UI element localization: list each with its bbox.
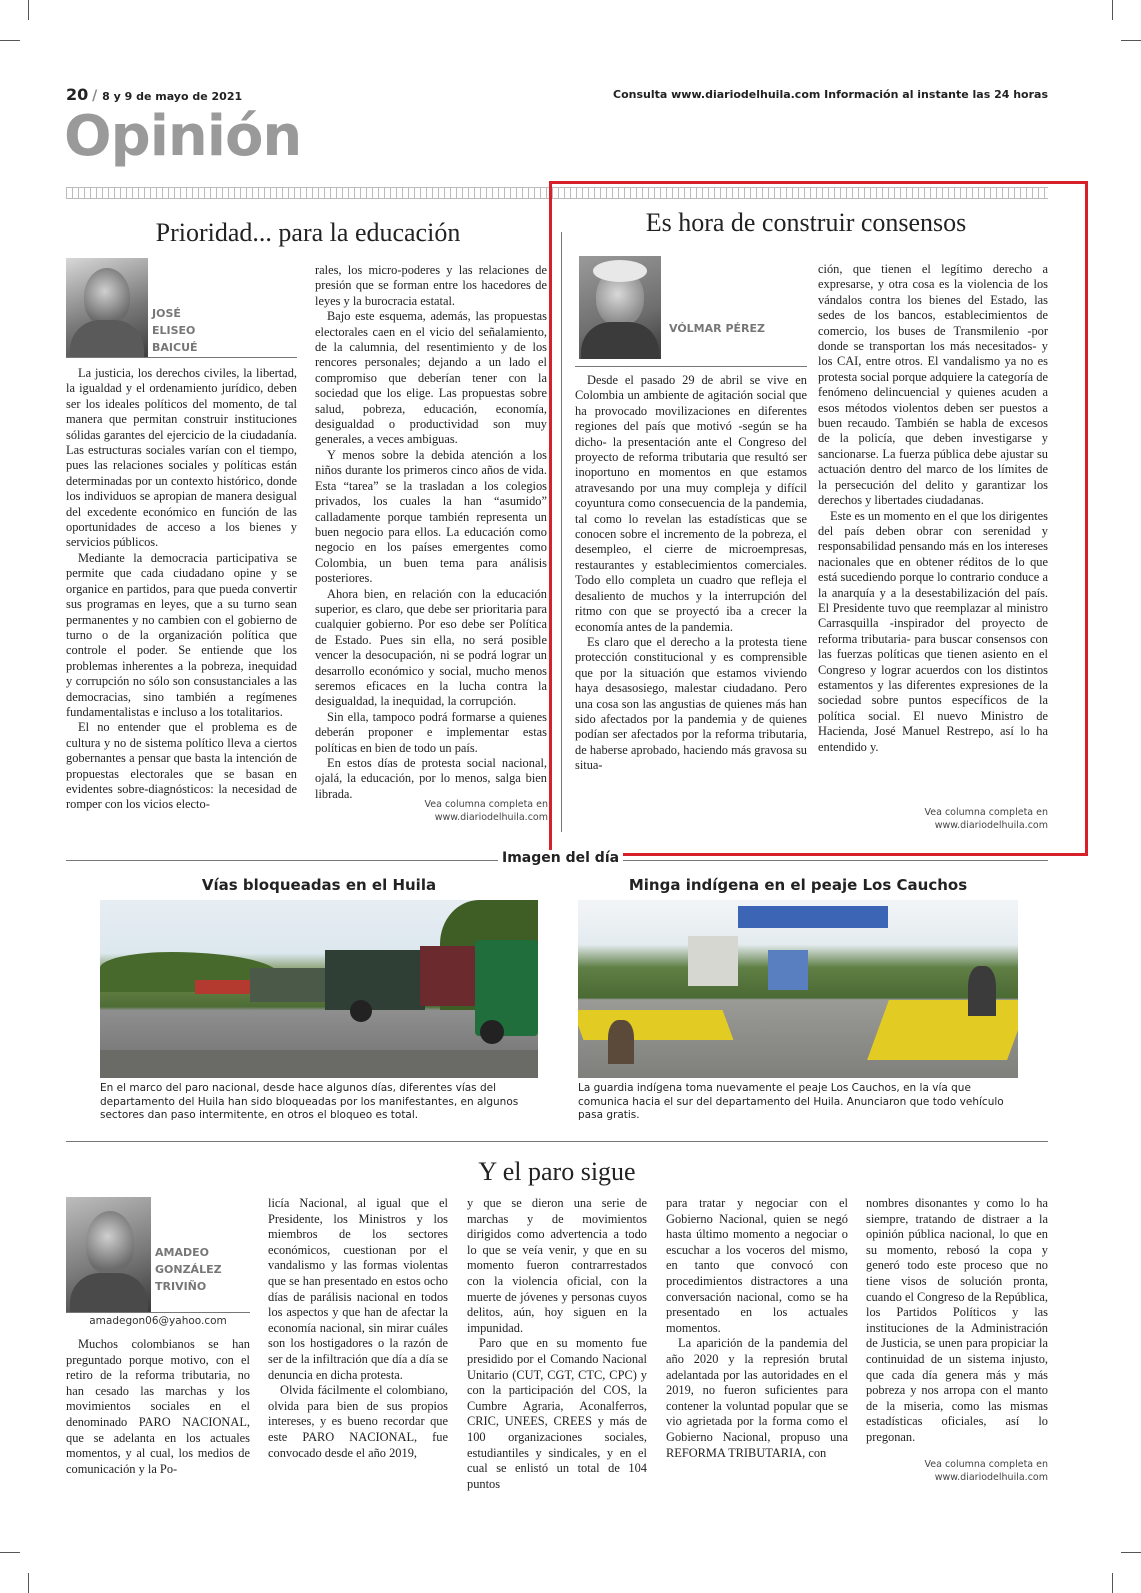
article-headline: Prioridad... para la educación [155,218,461,247]
photo-title: Minga indígena en el peaje Los Cauchos [628,876,968,894]
crop-mark [0,40,20,41]
crop-mark [1112,1573,1113,1593]
article-column: para tratar y negociar con el Gobierno Nacional, quien se negó hasta último momento a negociar o escuchar a los voceros del mismo, en tanto que convocó con procedimientos distractores a una conversación nacional, como se ha presentado en los actuales momentos. La aparición de la pandemia del año 2020 y la represión brutal adelantada por las autoridades en el 2019, no fueron suficientes para contener la voluntad popular que se vio agrietada por la forma como el Gobierno Nacional, propuso una REFORMA TRIBUTARIA, con [666,1196,848,1460]
crop-mark [1121,1552,1141,1553]
author-rule [66,357,297,358]
author-name: AMADEO GONZÁLEZ TRIVIÑO [155,1246,222,1293]
site-link[interactable]: www.diariodelhuila.com [934,820,1048,831]
crop-mark [28,1573,29,1593]
crop-mark [1121,40,1141,41]
article-headline: Es hora de construir consensos [645,208,967,237]
see-full-column: Vea columna completa en www.diariodelhuila.com [880,806,1048,832]
article-column: licía Nacional, al igual que el Presidente, los Ministros y los miembros de los sectores económicos, cuestionan por el vandalismo y las formas violentas que se han presentado en estos ocho días de parálisis nacional en todos los aspectos y que han de afectar la economía nacional, sin mirar cuáles son los hostigadores o la razón de ser de la infiltración que día a día se denuncia en dicha protesta. Olvida fácilmente el colombiano, olvida para bien de sus propios intereses, y es bueno recordar que este PARO NACIONAL, fue convocado desde el año 2019, [268,1196,448,1460]
article-column: y que se dieron una serie de marchas y de movimientos dirigidos como advertencia a todo lo que se veía venir, y que en su momento fueron contrarrestados con la violencia oficial, con la muerte de jóvenes y personas cuyos delitos, aún, hoy siguen en la impunidad. Paro que en su momento fue presidido por el Comando Nacional Unitario (CUT, CGT, CTC, CPC) y con la participación del COS, la Cumbre Agraria, Aconalferros, CRIC, UNEES, CREES y más de 100 organizaciones sociales, estudiantiles y sindicales, y en el cual se enlistó un total de 104 puntos [467,1196,647,1491]
crop-mark [28,0,29,20]
author-rule [575,366,807,367]
header-tagline: Consulta www.diariodelhuila.com Información al instante las 24 horas [613,88,1048,101]
article-column: rales, los micro-poderes y las relaciones de presión que se forman entre los hacedores de leyes y la burocracia estatal. Bajo este esquema, además, las propuestas electorales caen en el vicio del señalamiento, de la calumnia, del resentimiento y de los rencores personales; dejando a un lado el compromiso que deberían tener con la sociedad que los elige. Las propuestas sobre salud, pobreza, educación, economía, desigualdad o productividad son muy generales, a veces ambiguas. Y menos sobre la debida atención a los niños durante los primeros cinco años de vida. Esta “tarea” se la trasladan a los colegios privados, los cuales la han “asumido” calladamente porque también representa un buen negocio para ellos. La educación como negocio en los países emergentes como Colombia, un buen tema para análisis posteriores. Ahora bien, en relación con la educación superior, es claro, que debe ser prioritaria para cualquier gobierno. Por eso debe ser Política de Estado. Pues sin ella, no será posible vencer la desocupación, ni se podrá lograr un desarrollo económico y social, mucho menos seremos eficaces en la lucha contra la desigualdad, la inequidad, la corrupción. Sin ella, tampoco podrá formarse a quienes deberán proponer e implementar estas políticas en bien de todo un país. En estos días de protesta social nacional, ojalá, la educación, por lo menos, salga bien librada. [315,263,547,801]
photo-title: Vías bloqueadas en el Huila [201,876,437,894]
page-header: 20 / 8 y 9 de mayo de 2021 [66,85,243,104]
article-vertical-rule [561,232,562,832]
article-headline: Y el paro sigue [478,1157,636,1186]
article-column: Muchos colombianos se han preguntado porque motivo, con el retiro de la reforma tributaria, no han cesado las marchas y los movimientos sociales en el denominado PARO NACIONAL, que se adelanta en los actuales momentos, y al cual, los medios de comunicación y la Po- [66,1337,250,1476]
article-column: La justicia, los derechos civiles, la libertad, la igualdad y el ordenamiento jurídico, deben ser los ideales políticos del momento, de tal manera que permitan construir instituciones sólidas garantes del ejercicio de la ciudadanía. Las estructuras sociales varían con el tiempo, pues las relaciones sociales y políticas están determinadas por un contexto histórico, donde los individuos se apropian de manera desigual del excedente económico en función de las oportunidades de acceso a los bienes y servicios públicos. Mediante la democracia participativa se permite que cada ciudadano opine y se organice en partidos, para que pueda convertir sus programas en leyes, que a su turno sean permanentes y no cambien con el gobierno de turno o de la organización política que controle el poder. Se entiende que los problemas inherentes a la pobreza, inequidad y corrupción no sólo son consustanciales a las democracias, sino también a regímenes fundamentalistas e incluso a los totalitarios. El no entender que el problema es de cultura y no de sistema político lleva a ciertos gobernantes a pensar que basta la intención de propuestas electorales que se basan en evidentes sobre-diagnósticos: la necesidad de romper con los vicios electo- [66,366,297,812]
photo-caption: La guardia indígena toma nuevamente el peaje Los Cauchos, en la vía que comunica hacia el sur del departamento del Huila. Anunciaron que todo vehículo pasa gratis. [578,1082,1004,1121]
author-email[interactable]: amadegon06@yahoo.com [89,1315,227,1327]
article-column: ción, que tienen el legítimo derecho a expresarse, y otra cosa es la violencia de los vándalos contra los bienes del Estado, las sedes de los bancos, establecimientos de comercio, los buses de Transmilenio -por donde se transportan los más necesitados- y los CAI, entre otros. El vandalismo ya no es protesta social porque adquiere la categoría de fenómeno delincuencial y quienes acuden a esos métodos violentos deben ser puestos a buen recaudo. También se habla de excesos de la policía, que deben investigarse y sancionarse. La fuerza pública debe ajustar su actuación dentro del marco de los límites de la persecución del delito y garantizar los derechos y libertades ciudadanas. Este es un momento en el que los dirigentes del país deben obrar con serenidad y responsabilidad pensando más en los intereses nacionales que en obtener réditos de lo que está sucediendo porque lo contrario conduce a la anarquía y a la desestabilización del país. El Presidente tuvo que reemplazar al ministro Carrasquilla -inspirador del proyecto de reforma tributaria- para buscar consensos con las fuerzas políticas que tienen asiento en el Congreso y lograr acuerdos con los distintos estamentos y las diferentes expresiones de la sociedad sobre puntos específicos de la política social. El nuevo Ministro de Hacienda, José Manuel Restrepo, así lo ha entendido y. [818,262,1048,754]
section-rule [66,1141,1048,1142]
section-title: Opinión [64,104,302,169]
page-date: 8 y 9 de mayo de 2021 [102,90,243,103]
author-photo [66,258,148,358]
author-photo [579,256,661,359]
image-of-day-label: Imagen del día [498,850,623,866]
see-full-column: Vea columna completa en www.diariodelhuila.com [880,1458,1048,1484]
author-name: VÓLMAR PÉREZ [669,322,765,335]
photo-caption: En el marco del paro nacional, desde hace algunos días, diferentes vías del departamento del Huila han sido bloqueadas por los manifestantes, en algunos sectores dan paso intermitente, en otros el bloqueo es total. [100,1082,519,1121]
site-link[interactable]: www.diariodelhuila.com [934,1472,1048,1483]
crop-mark [1112,0,1113,20]
author-rule [66,1312,250,1313]
trucks-photo [100,900,538,1078]
article-column: nombres disonantes y como lo ha siempre, tratando de distraer a la opinión pública nacional, lo que en su momento, rebosó la copa y generó todo este proceso que no tiene visos de solución pronta, cuando el Congreso de la República, los Partidos Políticos y las instituciones de la Administración de Justicia, se unen para propiciar la continuidad de un sistema injusto, que cada día genera más y más pobreza y nos arropa con el manto de la miseria, como las mismas estadísticas oficiales, así lo pregonan. [866,1196,1048,1444]
crop-mark [0,1552,20,1553]
see-full-column: Vea columna completa en www.diariodelhuila.com [380,798,548,824]
toll-photo [578,900,1018,1078]
site-link[interactable]: www.diariodelhuila.com [434,812,548,823]
page-number: 20 [66,85,89,104]
author-photo [66,1197,151,1312]
author-name: JOSÉ ELISEO BAICUÉ [152,307,198,354]
article-column: Desde el pasado 29 de abril se vive en Colombia un ambiente de agitación social que ha provocado movilizaciones en diferentes regiones del país que motivó -según se ha dicho- la presentación ante el Congreso del proyecto de reforma tributaria que resultó ser inoportuno en momentos en que estamos atravesando por una muy compleja y difícil coyuntura como consecuencia de la pandemia, tal como lo revelan las estadísticas que se conocen sobre el incremento de la pobreza, el desempleo, el cierre de microempresas, restaurantes y establecimientos comerciales. Todo ello completa un cuadro que refleja el desaliento de muchos y la interrupción del ritmo con que se proyectó iba a crecer la economía antes de la pandemia. Es claro que el derecho a la protesta tiene protección constitucional y es comprensible que por la situación que estamos viviendo haya desasosiego, malestar ciudadano. Pero una cosa son las angustias de quienes más han sido afectados por la pandemia y de quienes podían ser afectados por la reforma tributaria, de haberse aprobado, haciendo más gravosa su situa- [575,373,807,773]
